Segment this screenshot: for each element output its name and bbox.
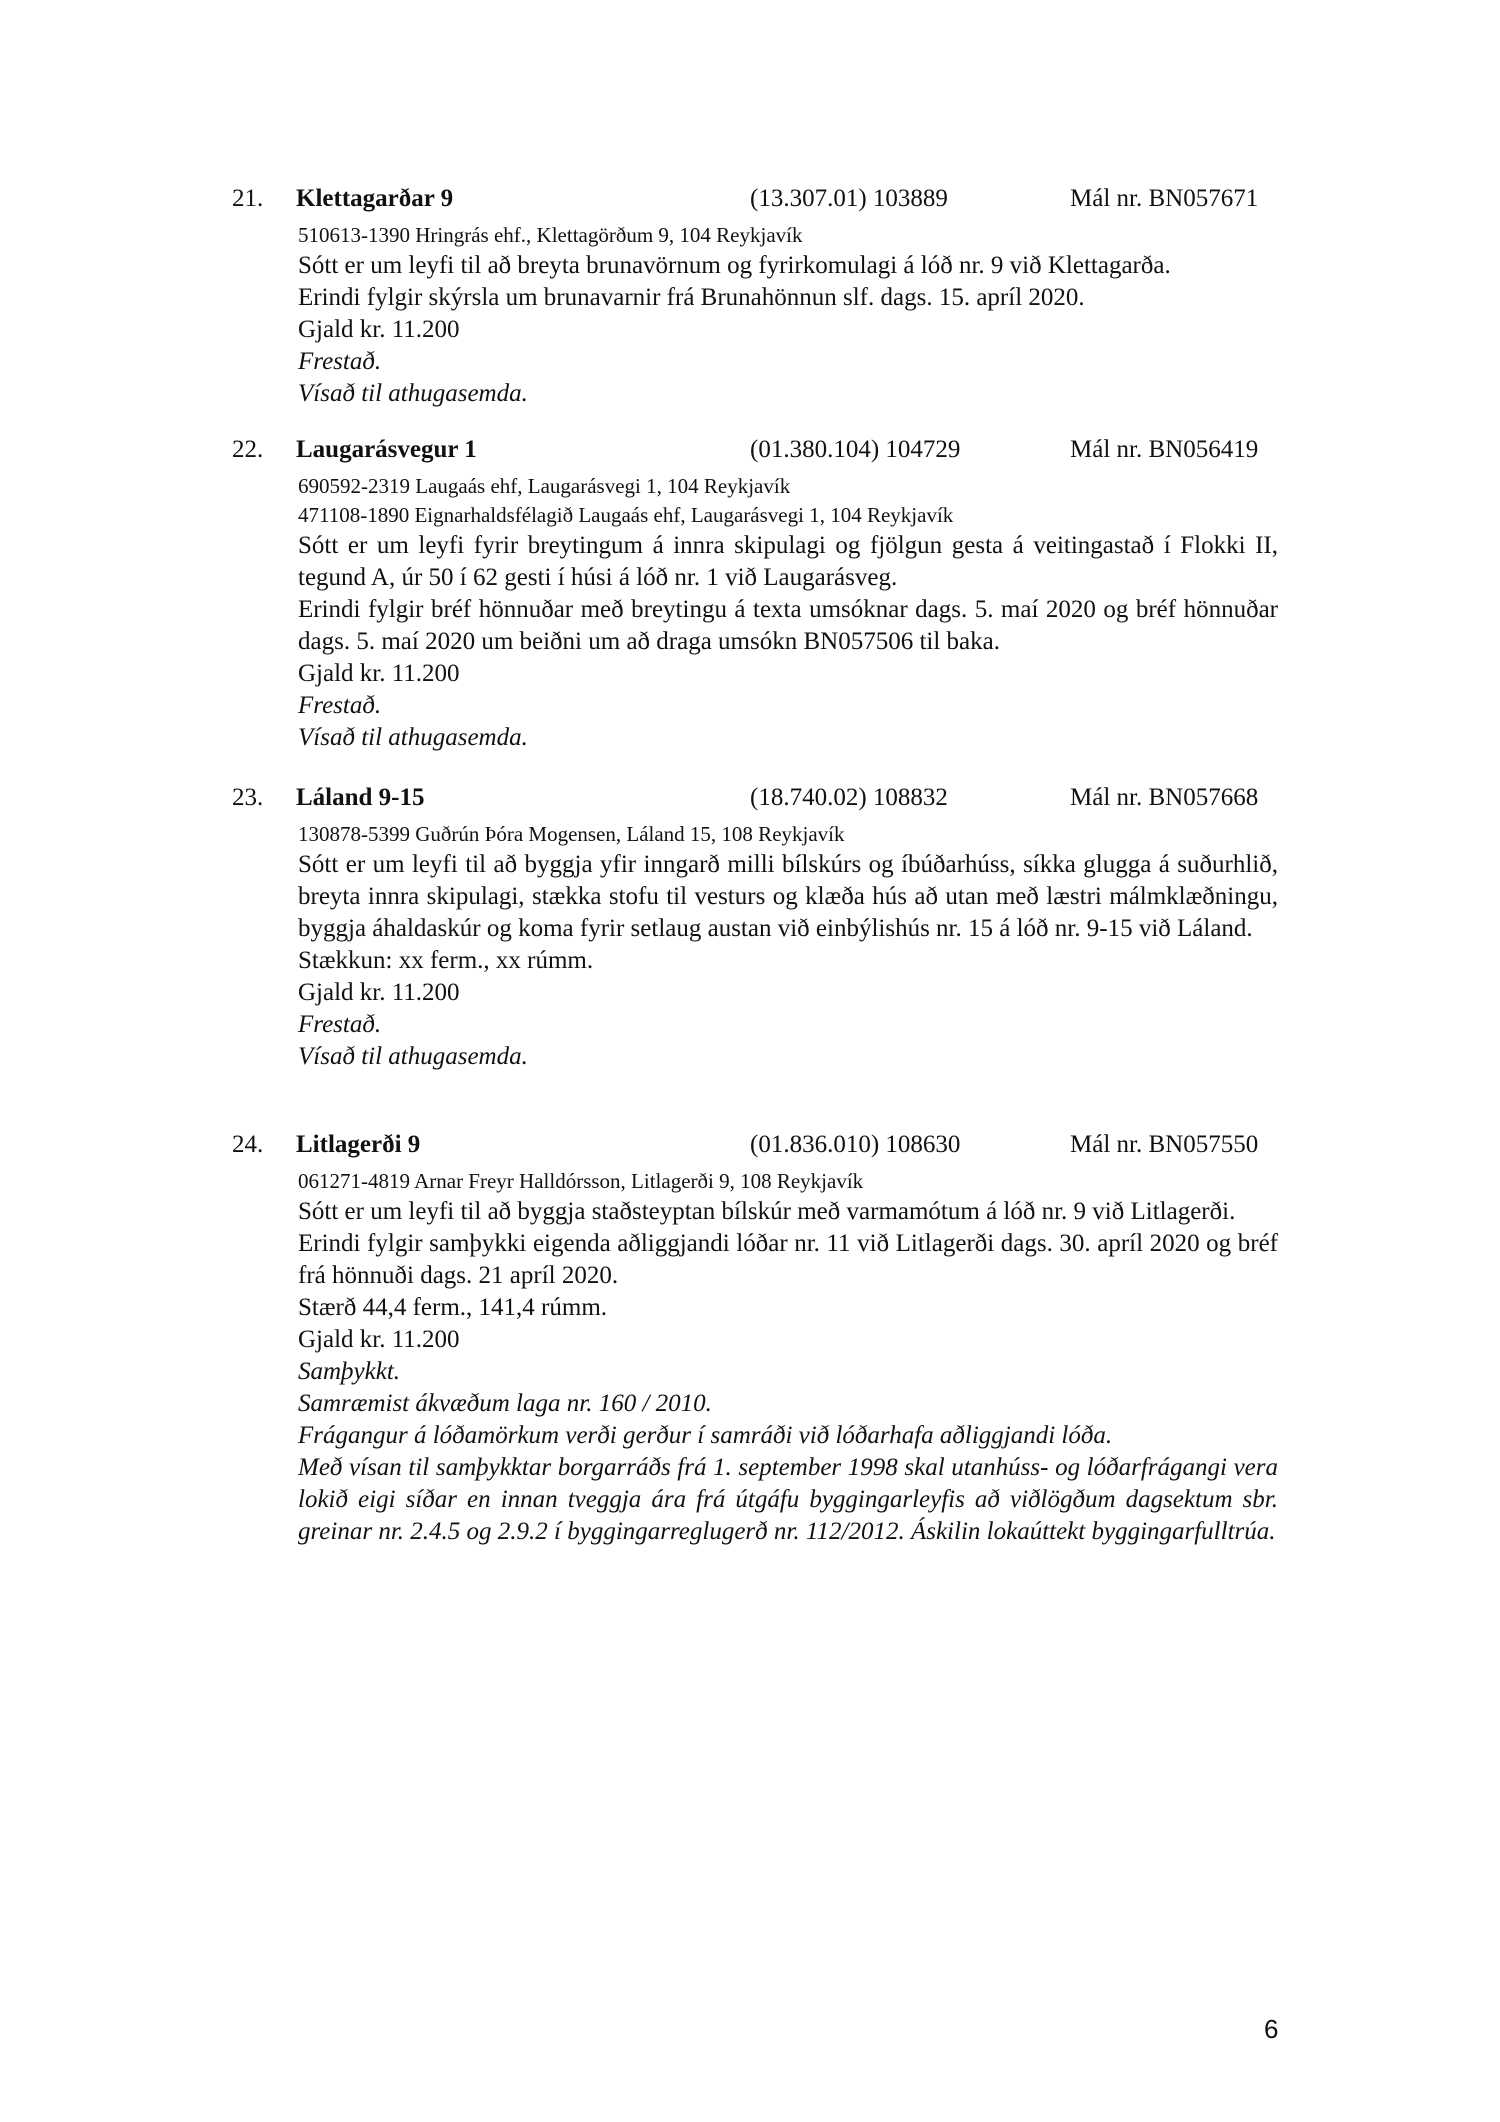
case-number: 23. [232, 784, 264, 811]
case-address: Litlagerði 9 [296, 1131, 421, 1158]
case-entry [0, 436, 1500, 754]
description-line: Sótt er um leyfi til að byggja yfir inngarð milli bílskúrs og íbúðarhúss, síkka glugga á suðurhlið, breyta innra skipulagi, stækka stofu til vesturs og klæða hús að utan með læstri málmklæðningu, byggja áhaldaskúr og koma fyrir setlaug austan við einbýlishús nr. 15 á lóð nr. 9-15 við Láland. [298, 851, 1278, 942]
case-header [0, 1131, 1500, 1167]
description-line: Erindi fylgir bréf hönnuðar með breytingu á texta umsóknar dags. 5. maí 2020 og bréf hönnuðar dags. 5. maí 2020 um beiðni um að draga umsókn BN057506 til baka. [298, 596, 1278, 655]
fee-line: Gjald kr. 11.200 [298, 979, 460, 1006]
fee-line: Gjald kr. 11.200 [298, 660, 460, 687]
case-address: Laugarásvegur 1 [296, 436, 477, 463]
case-id: Mál nr. BN057668 [1070, 784, 1259, 811]
case-entry [0, 185, 1500, 410]
size-line: Stærð 44,4 ferm., 141,4 rúmm. [298, 1294, 608, 1321]
decision-line: Samræmist ákvæðum laga nr. 160 / 2010. [298, 1390, 712, 1417]
owner-line: 690592-2319 Laugaás ehf, Laugarásvegi 1, 104 Reykjavík [298, 474, 791, 498]
decision-line: Frestað. [298, 1011, 382, 1038]
decision-line: Með vísan til samþykktar borgarráðs frá 1. september 1998 skal utanhúss- og lóðarfrágangi vera lokið eigi síðar en innan tveggja ára frá útgáfu byggingarleyfis að viðlögðum dagsektum sbr. greinar nr. 2.4.5 og 2.9.2 í byggingarreglugerð nr. 112/2012. Áskilin lokaúttekt byggingarfulltrúa. [298, 1454, 1278, 1545]
case-id: Mál nr. BN056419 [1070, 436, 1259, 463]
land-reference: (01.380.104) 104729 [750, 436, 961, 463]
page-number: 6 [1264, 2014, 1279, 2044]
case-id: Mál nr. BN057671 [1070, 185, 1259, 212]
decision-line: Vísað til athugasemda. [298, 380, 528, 407]
case-address: Klettagarðar 9 [296, 185, 454, 212]
decision-line: Samþykkt. [298, 1358, 401, 1385]
case-number: 24. [232, 1131, 264, 1158]
decision-line: Vísað til athugasemda. [298, 724, 528, 751]
case-header [0, 436, 1500, 472]
decision-line: Frestað. [298, 692, 382, 719]
description-line: Erindi fylgir skýrsla um brunavarnir frá Brunahönnun slf. dags. 15. apríl 2020. [298, 284, 1085, 311]
case-id: Mál nr. BN057550 [1070, 1131, 1259, 1158]
owner-line: 130878-5399 Guðrún Þóra Mogensen, Láland 15, 108 Reykjavík [298, 822, 845, 846]
case-header [0, 784, 1500, 820]
case-number: 22. [232, 436, 264, 463]
description-line: Sótt er um leyfi til að breyta brunavörnum og fyrirkomulagi á lóð nr. 9 við Klettagarða. [298, 252, 1171, 279]
size-line: Stækkun: xx ferm., xx rúmm. [298, 947, 594, 974]
owner-line: 471108-1890 Eignarhaldsfélagið Laugaás ehf, Laugarásvegi 1, 104 Reykjavík [298, 503, 954, 527]
decision-line: Frestað. [298, 348, 382, 375]
case-entry [0, 1131, 1500, 1548]
description-line: Sótt er um leyfi fyrir breytingum á innra skipulagi og fjölgun gesta á veitingastað í Flokki II, tegund A, úr 50 í 62 gesti í húsi á lóð nr. 1 við Laugarásveg. [298, 532, 1278, 591]
land-reference: (01.836.010) 108630 [750, 1131, 961, 1158]
case-header [0, 185, 1500, 221]
case-address: Láland 9-15 [296, 784, 425, 811]
case-entry [0, 784, 1500, 1073]
fee-line: Gjald kr. 11.200 [298, 316, 460, 343]
owner-line: 510613-1390 Hringrás ehf., Klettagörðum 9, 104 Reykjavík [298, 223, 803, 247]
land-reference: (13.307.01) 103889 [750, 185, 948, 212]
land-reference: (18.740.02) 108832 [750, 784, 948, 811]
fee-line: Gjald kr. 11.200 [298, 1326, 460, 1353]
decision-line: Vísað til athugasemda. [298, 1043, 528, 1070]
description-line: Erindi fylgir samþykki eigenda aðliggjandi lóðar nr. 11 við Litlagerði dags. 30. apríl 2020 og bréf frá hönnuði dags. 21 apríl 2020. [298, 1230, 1278, 1289]
owner-line: 061271-4819 Arnar Freyr Halldórsson, Litlagerði 9, 108 Reykjavík [298, 1169, 864, 1193]
description-line: Sótt er um leyfi til að byggja staðsteyptan bílskúr með varmamótum á lóð nr. 9 við Litlagerði. [298, 1198, 1236, 1225]
case-number: 21. [232, 185, 264, 212]
decision-line: Frágangur á lóðamörkum verði gerður í samráði við lóðarhafa aðliggjandi lóða. [298, 1422, 1113, 1449]
